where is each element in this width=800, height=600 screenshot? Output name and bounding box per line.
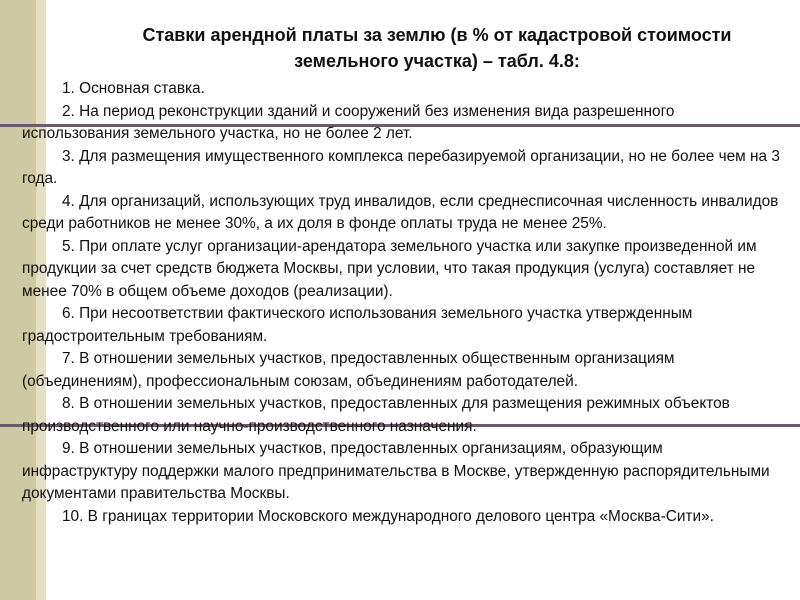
slide-title-line-1: Ставки арендной платы за землю (в % от кадастровой стоимости bbox=[142, 25, 732, 45]
list-item-4: 4. Для организаций, использующих труд инвалидов, если среднесписочная численность инвалидов среди работников не менее 30%, а их доля в фонде оплаты труда не менее 25%. bbox=[22, 192, 779, 232]
list-item-10: 10. В границах территории Московского международного делового центра «Москва-Сити». bbox=[62, 507, 714, 525]
list-item-3: 3. Для размещения имущественного комплекса перебазируемой организации, но не более чем на 3 года. bbox=[22, 147, 780, 187]
slide-title bbox=[92, 22, 782, 74]
list-item-7: 7. В отношении земельных участков, предоставленных общественным организациям (объединениям), профессиональным союзам, объединениям работодателей. bbox=[22, 350, 675, 390]
list-item-6: 6. При несоответствии фактического использования земельного участка утвержденным градостроительным требованиям. bbox=[22, 305, 693, 345]
list-item-8: 8. В отношении земельных участков, предоставленных для размещения режимных объектов производственного или научно-производственного назначения. bbox=[22, 395, 730, 435]
slide-content bbox=[22, 22, 782, 528]
list-item-1: 1. Основная ставка. bbox=[62, 80, 205, 97]
list-item-5: 5. При оплате услуг организации-арендатора земельного участка или закупке произведенной им продукции за счет средств бюджета Москвы, при условии, что такая продукция (услуга) составляет не менее 70% в общем объеме доходов (реализации). bbox=[22, 237, 757, 300]
list-item-2: 2. На период реконструкции зданий и сооружений без изменения вида разрешенного использования земельного участка, но не более 2 лет. bbox=[22, 102, 675, 142]
list-item-9: 9. В отношении земельных участков, предоставленных организациям, образующим инфраструктуру поддержки малого предпринимательства в Москве, утвержденную распорядительными документами правительства Москвы. bbox=[22, 440, 770, 502]
slide-title-line-2: земельного участка) – табл. 4.8: bbox=[294, 51, 580, 71]
